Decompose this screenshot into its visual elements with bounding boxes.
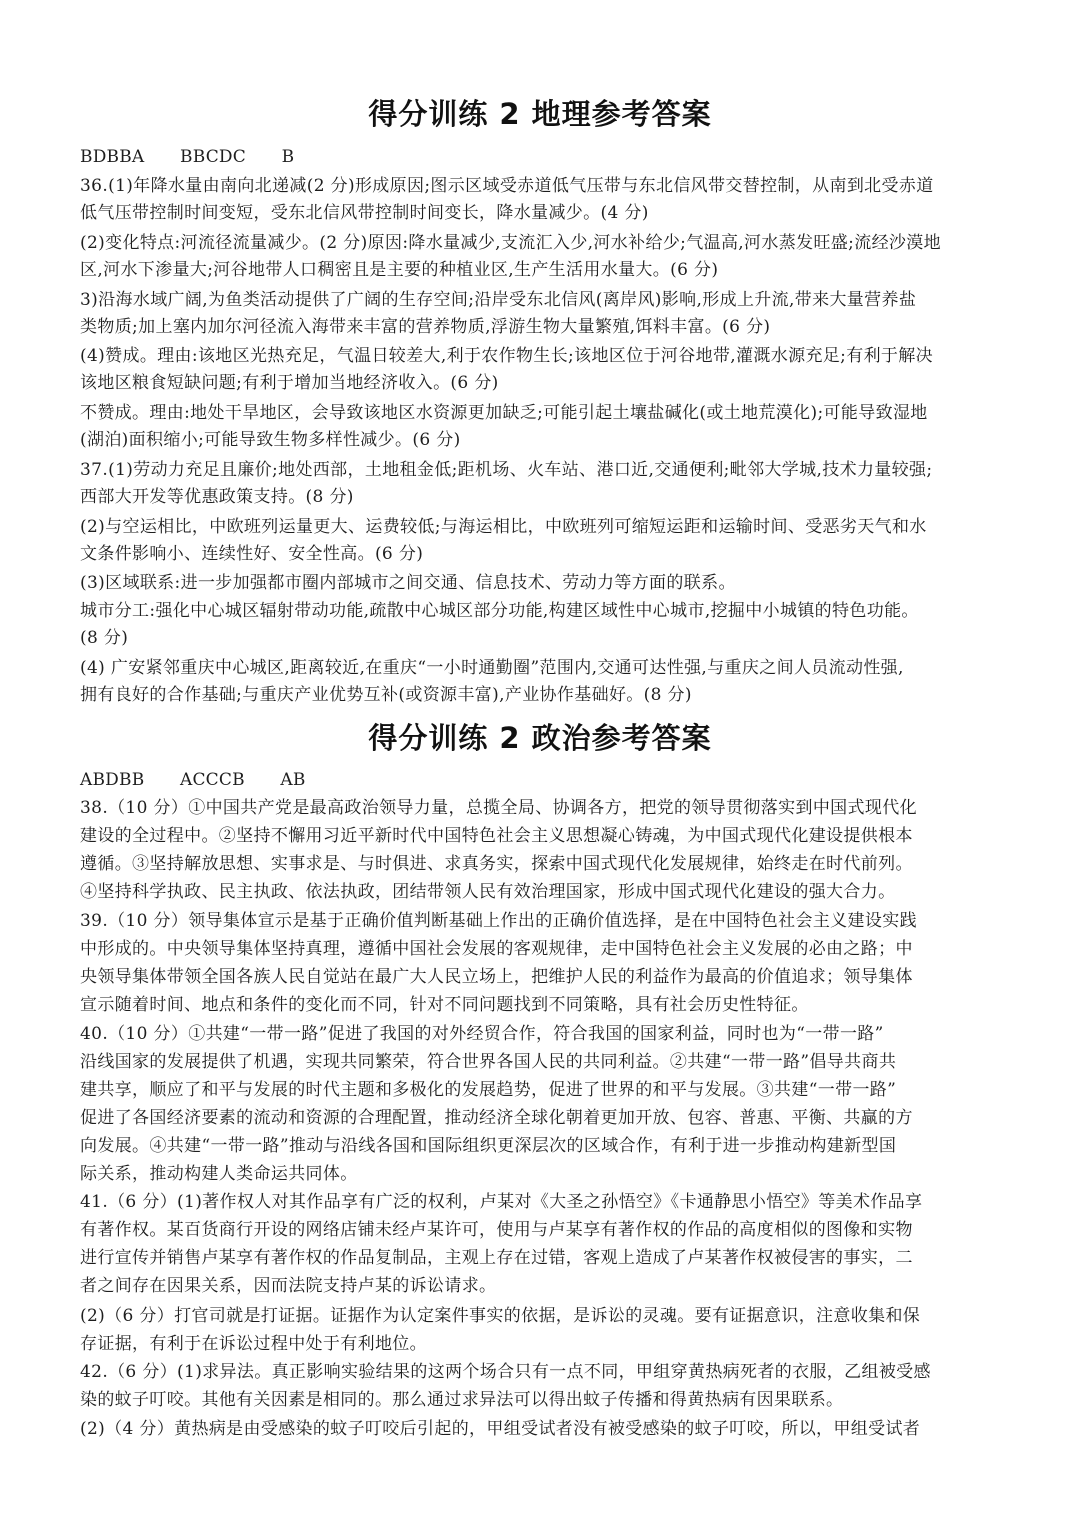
answer-line: (8 分)	[80, 628, 129, 648]
answer-line: (2)（6 分）打官司就是打证据。证据作为认定案件事实的依据，是诉讼的灵魂。要有证据意识，注意收集和保	[80, 1306, 921, 1326]
answer-line: (湖泊)面积缩小;可能导致生物多样性减少。(6 分)	[80, 430, 461, 450]
answer-line: 40.（10 分）①共建“一带一路”促进了我国的对外经贸合作，符合我国的国家利益，同时也为“一带一路”	[80, 1024, 884, 1044]
answer-line: 有著作权。某百货商行开设的网络店铺未经卢某许可，使用与卢某享有著作权的作品的高度相似的图像和实物	[80, 1220, 913, 1240]
geography-choice-answers	[80, 146, 1005, 168]
answer-line: 沿线国家的发展提供了机遇，实现共同繁荣，符合世界各国人民的共同利益。②共建“一带一路”倡导共商共	[80, 1052, 897, 1072]
answer-line: 建共享，顺应了和平与发展的时代主题和多极化的发展趋势，促进了世界的和平与发展。③共建“一带一路”	[80, 1080, 897, 1100]
answer-line: 进行宣传并销售卢某享有著作权的作品复制品，主观上存在过错，客观上造成了卢某著作权被侵害的事实，二	[80, 1248, 913, 1268]
answer-line: 城市分工:强化中心城区辐射带动功能,疏散中心城区部分功能,构建区域性中心城市,挖掘中小城镇的特色功能。	[80, 601, 919, 621]
answer-line: (2)变化特点:河流径流量减少。(2 分)原因:降水量减少,支流汇入少,河水补给少;气温高,河水蒸发旺盛;流经沙漠地	[80, 233, 941, 253]
answer-line: 建设的全过程中。②坚持不懈用习近平新时代中国特色社会主义思想凝心铸魂，为中国式现代化建设提供根本	[80, 826, 913, 846]
answer-line: 39.（10 分）领导集体宣示是基于正确价值判断基础上作出的正确价值选择，是在中国特色社会主义建设实践	[80, 911, 917, 931]
answer-line: 遵循。③坚持解放思想、实事求是、与时俱进、求真务实，探索中国式现代化发展规律，始终走在时代前列。	[80, 854, 913, 874]
answer-line: 42.（6 分）(1)求异法。真正影响实验结果的这两个场合只有一点不同，甲组穿黄热病死者的衣服，乙组被受感	[80, 1362, 931, 1382]
answer-line: 向发展。④共建“一带一路”推动与沿线各国和国际组织更深层次的区域合作，有利于进一步推动构建新型国	[80, 1136, 897, 1156]
answer-line: (4) 广安紧邻重庆中心城区,距离较近,在重庆“一小时通勤圈”范围内,交通可达性强,与重庆之间人员流动性强,	[80, 658, 904, 678]
answer-line: (3)区域联系:进一步加强都市圈内部城市之间交通、信息技术、劳动力等方面的联系。	[80, 573, 736, 593]
answer-line: 41.（6 分）(1)著作权人对其作品享有广泛的权利，卢某对《大圣之孙悟空》《卡通静思小悟空》等美术作品享	[80, 1192, 923, 1212]
choice-answer-group: AB	[280, 770, 306, 790]
choice-answer-group: ABDBB	[80, 770, 145, 790]
answer-line: 文条件影响小、连续性好、安全性高。(6 分)	[80, 544, 424, 564]
answer-line: 染的蚊子叮咬。其他有关因素是相同的。那么通过求异法可以得出蚊子传播和得黄热病有因果联系。	[80, 1390, 844, 1410]
answer-line: ④坚持科学执政、民主执政、依法执政，团结带领人民有效治理国家，形成中国式现代化建设的强大合力。	[80, 882, 896, 902]
answer-line: (2)（4 分）黄热病是由受感染的蚊子叮咬后引起的，甲组受试者没有被受感染的蚊子叮咬，所以，甲组受试者	[80, 1419, 921, 1439]
answer-line: 37.(1)劳动力充足且廉价;地处西部，土地租金低;距机场、火车站、港口近,交通便利;毗邻大学城,技术力量较强;	[80, 460, 933, 480]
answer-line: 36.(1)年降水量由南向北递减(2 分)形成原因;图示区域受赤道低气压带与东北信风带交替控制，从南到北受赤道	[80, 176, 934, 196]
answer-line: 央领导集体带领全国各族人民自觉站在最广大人民立场上，把维护人民的利益作为最高的价值追求；领导集体	[80, 967, 913, 987]
politics-choice-answers	[80, 769, 1005, 791]
answer-line: 西部大开发等优惠政策支持。(8 分)	[80, 487, 354, 507]
answer-line: 38.（10 分）①中国共产党是最高政治领导力量，总揽全局、协调各方，把党的领导贯彻落实到中国式现代化	[80, 798, 917, 818]
choice-answer-group: ACCCB	[180, 770, 245, 790]
answer-line: 中形成的。中央领导集体坚持真理，遵循中国社会发展的客观规律，走中国特色社会主义发展的必由之路；中	[80, 939, 913, 959]
choice-answer-group: B	[281, 147, 295, 167]
answer-line: 拥有良好的合作基础;与重庆产业优势互补(或资源丰富),产业协作基础好。(8 分)	[80, 685, 692, 705]
answer-line: 该地区粮食短缺问题;有利于增加当地经济收入。(6 分)	[80, 373, 499, 393]
answer-line: 低气压带控制时间变短，受东北信风带控制时间变长，降水量减少。(4 分)	[80, 203, 649, 223]
answer-line: 区,河水下渗量大;河谷地带人口稠密且是主要的种植业区,生产生活用水量大。(6 分)	[80, 260, 719, 280]
answer-line: 类物质;加上塞内加尔河径流入海带来丰富的营养物质,浮游生物大量繁殖,饵料丰富。(6 分)	[80, 317, 771, 337]
choice-answer-group: BDBBA	[80, 147, 145, 167]
politics-title: 得分训练 2 政治参考答案	[368, 721, 712, 755]
answer-line: 不赞成。理由:地处干旱地区，会导致该地区水资源更加缺乏;可能引起土壤盐碱化(或土地荒漠化);可能导致湿地	[80, 403, 928, 423]
answer-line: 者之间存在因果关系，因而法院支持卢某的诉讼请求。	[80, 1276, 497, 1296]
answer-line: (2)与空运相比，中欧班列运量更大、运费较低;与海运相比，中欧班列可缩短运距和运输时间、受恶劣天气和水	[80, 517, 927, 537]
answer-line: 促进了各国经济要素的流动和资源的合理配置，推动经济全球化朝着更加开放、包容、普惠、平衡、共赢的方	[80, 1108, 913, 1128]
choice-answer-group: BBCDC	[180, 147, 246, 167]
answer-line: 际关系，推动构建人类命运共同体。	[80, 1164, 358, 1184]
answer-line: 3)沿海水域广阔,为鱼类活动提供了广阔的生存空间;沿岸受东北信风(离岸风)影响,形成上升流,带来大量营养盐	[80, 290, 917, 310]
answer-line: (4)赞成。理由:该地区光热充足，气温日较差大,利于农作物生长;该地区位于河谷地带,灌溉水源充足;有利于解决	[80, 346, 933, 366]
geography-title: 得分训练 2 地理参考答案	[368, 97, 712, 131]
answer-line: 存证据，有利于在诉讼过程中处于有利地位。	[80, 1334, 427, 1354]
answer-line: 宣示随着时间、地点和条件的变化而不同，针对不同问题找到不同策略，具有社会历史性特征。	[80, 995, 809, 1015]
